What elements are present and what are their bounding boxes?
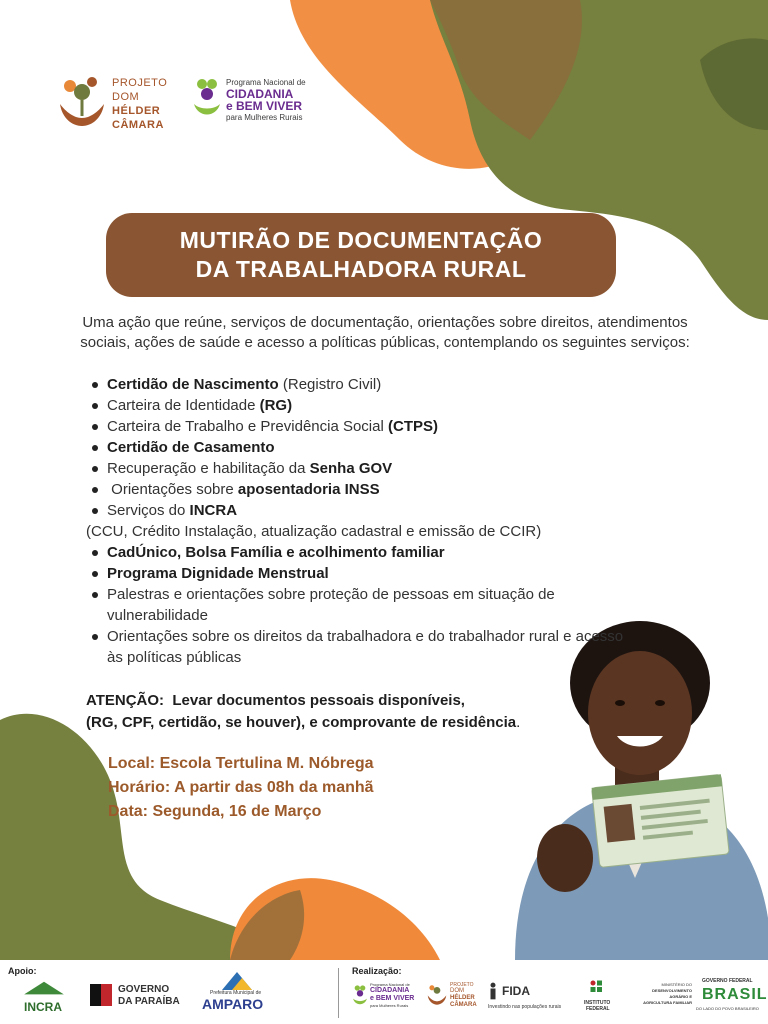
gov-fed-text: GOVERNO FEDERAL <box>702 978 753 984</box>
service-text: (Registro Civil) <box>278 376 382 393</box>
footer-logo-dom-helder <box>426 982 482 1018</box>
footer-logos <box>0 960 768 1024</box>
event-date: Data: Segunda, 16 de Março <box>108 803 322 820</box>
mda-line2: DESENVOLVIMENTO <box>652 988 692 993</box>
logo-incra <box>22 980 66 1020</box>
footer-dom-line2: DOM <box>450 988 464 994</box>
woman-holding-id-photo <box>505 618 768 960</box>
logo-dom-line3: HÉLDER <box>112 105 161 117</box>
service-text: Carteira de Trabalho e Previdência Social <box>107 418 388 435</box>
hands-sprout-icon <box>56 74 108 132</box>
service-text: Orientações sobre os direitos da trabalhadora e do trabalhador rural e acesso às políticas públicas <box>107 628 624 666</box>
event-location: Local: Escola Tertulina M. Nóbrega <box>108 755 374 772</box>
logo-governo-federal <box>696 978 768 1020</box>
service-bold: aposentadoria INSS <box>237 481 380 498</box>
service-bold: Programa Dignidade Menstrual <box>107 565 329 582</box>
list-item <box>86 521 626 542</box>
logo-cid-line2: CIDADANIA <box>226 87 294 101</box>
footer-realizacao-label: Realização: <box>352 966 402 976</box>
mda-line3: AGRÁRIO E <box>669 994 692 999</box>
governo-pb-line1: GOVERNO <box>118 984 170 995</box>
logo-instituto-federal <box>580 980 620 1020</box>
list-item <box>86 479 626 500</box>
list-item <box>86 584 626 626</box>
list-item <box>86 458 626 479</box>
logo-cid-line1: Programa Nacional de <box>226 78 306 87</box>
list-item <box>86 626 626 668</box>
mda-line4: AGRICULTURA FAMILIAR <box>643 1000 692 1005</box>
amparo-shape-icon <box>222 972 252 990</box>
logo-dom-line1: PROJETO <box>112 77 168 89</box>
attention-line1: ATENÇÃO: Levar documentos pessoais disponíveis, <box>86 692 465 709</box>
logo-governo-paraiba <box>90 980 180 1016</box>
list-item <box>86 437 626 458</box>
event-details <box>108 752 374 824</box>
logo-amparo <box>198 972 278 1018</box>
logo-cidadania-bem-viver <box>192 76 332 126</box>
service-text: Serviços do <box>107 502 190 519</box>
fida-figure-icon <box>488 982 498 1000</box>
service-bold: (RG) <box>259 397 293 414</box>
service-bold: Certidão de Nascimento <box>107 376 279 393</box>
event-time: Horário: A partir das 08h da manhã <box>108 779 374 796</box>
logo-dom-line2: DOM <box>112 91 140 103</box>
if-line2: FEDERAL <box>586 1006 610 1012</box>
governo-pb-line2: DA PARAÍBA <box>118 996 180 1007</box>
footer-dom-line1: PROJETO <box>450 982 474 988</box>
title-line1: MUTIRÃO DE DOCUMENTAÇÃO <box>179 227 543 253</box>
title-line2: DA TRABALHADORA RURAL <box>195 256 527 282</box>
footer-dom-line4: CÂMARA <box>450 1002 477 1008</box>
service-bold: INCRA <box>189 502 238 519</box>
footer-cid-line1: Programa Nacional de <box>370 982 410 987</box>
service-bold: (CTPS) <box>388 418 438 435</box>
footer-dom-line3: HÉLDER <box>450 995 475 1001</box>
list-item <box>86 416 626 437</box>
attention-line2: (RG, CPF, certidão, se houver), e comprovante de residência <box>86 714 517 731</box>
list-item <box>86 395 626 416</box>
logo-mda <box>628 982 692 1018</box>
amparo-text: AMPARO <box>202 996 264 1012</box>
fida-text: FIDA <box>502 984 530 998</box>
service-text: Carteira de Identidade <box>107 397 260 414</box>
footer-apoio-label: Apoio: <box>8 966 37 976</box>
service-text: Palestras e orientações sobre proteção de pessoas em situação de vulnerabilidade <box>107 586 555 624</box>
list-item <box>86 542 626 563</box>
list-item <box>86 374 626 395</box>
footer-cid-line4: para Mulheres Rurais <box>370 1003 409 1008</box>
brasil-text: BRASIL <box>702 986 768 1003</box>
attention-note <box>86 690 646 734</box>
service-text: (CCU, Crédito Instalação, atualização cadastral e emissão de CCIR) <box>86 523 542 540</box>
fida-sub-text: Investindo nas populações rurais <box>488 1004 562 1010</box>
brasil-sub-text: DO LADO DO POVO BRASILEIRO <box>696 1006 759 1011</box>
service-text: Recuperação e habilitação da <box>107 460 310 477</box>
services-list <box>86 374 626 668</box>
logo-cid-line3: e BEM VIVER <box>226 99 303 113</box>
paraiba-flag-icon <box>90 984 112 1006</box>
amparo-small-text: Prefeitura Municipal de <box>210 990 262 996</box>
service-bold: CadÚnico, Bolsa Família e acolhimento familiar <box>107 544 445 561</box>
service-bold: Senha GOV <box>309 460 393 477</box>
incra-text: INCRA <box>24 1000 62 1014</box>
intro-text: Uma ação que reúne, serviços de documentação, orientações sobre direitos, atendimentos sociais, ações de saúde e acesso a políticas públicas, contemplando os seguintes serviços: <box>80 314 690 351</box>
flower-figure-icon <box>352 984 368 1008</box>
logo-projeto-dom-helder <box>56 72 176 136</box>
attention-line2-end: . <box>516 714 521 731</box>
footer-cid-line2: CIDADANIA <box>370 987 410 994</box>
flower-figure-icon <box>192 78 222 120</box>
incra-icon <box>24 980 64 998</box>
service-text: Orientações sobre <box>107 481 238 498</box>
if-line1: INSTITUTO <box>584 1000 611 1006</box>
if-grid-icon <box>590 980 606 996</box>
logo-cid-line4: para Mulheres Rurais <box>226 113 303 122</box>
logo-fida <box>488 982 572 1018</box>
mda-line1: MINISTÉRIO DO <box>661 982 692 987</box>
title-banner <box>106 213 616 297</box>
logo-dom-line4: CÂMARA <box>112 119 164 131</box>
list-item <box>86 563 626 584</box>
footer-logo-cidadania <box>352 982 422 1018</box>
footer-divider <box>338 968 339 1018</box>
list-item <box>86 500 626 521</box>
footer-cid-line3: e BEM VIVER <box>370 995 415 1002</box>
service-bold: Certidão de Casamento <box>107 439 275 456</box>
hands-sprout-icon <box>426 982 448 1008</box>
